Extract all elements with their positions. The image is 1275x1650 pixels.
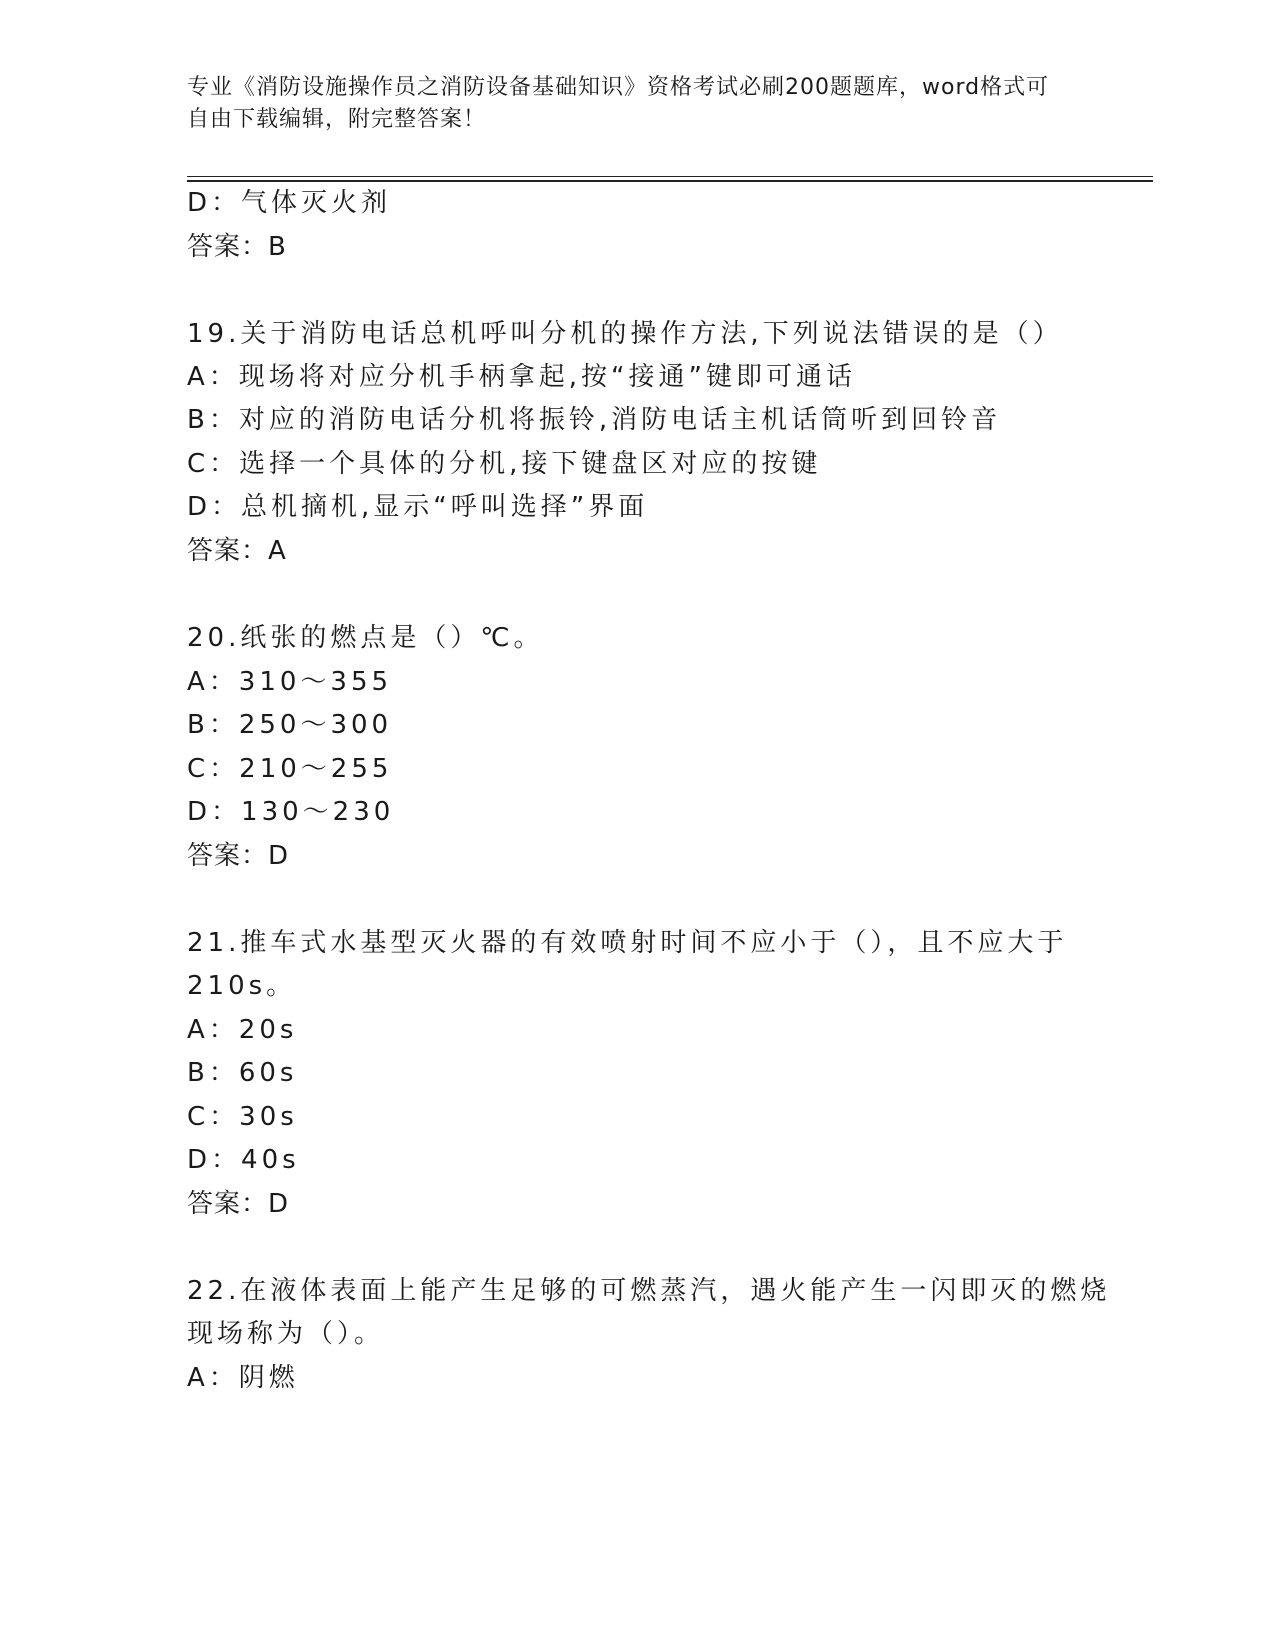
option-c-q20: C：210～255 (187, 754, 393, 784)
answer-q20: 答案：D (187, 841, 290, 871)
question-22-line-1: 22.在液体表面上能产生足够的可燃蒸汽，遇火能产生一闪即灭的燃烧 (187, 1276, 1111, 1306)
question-21-line-1: 21.推车式水基型灭火器的有效喷射时间不应小于（），且不应大于 (187, 928, 1068, 958)
answer-q21: 答案：D (187, 1189, 290, 1219)
option-a-q21: A：20s (187, 1015, 298, 1045)
option-a-q20: A：310～355 (187, 667, 393, 697)
option-b-q19: B：对应的消防电话分机将振铃,消防电话主机话筒听到回铃音 (187, 405, 1002, 435)
option-b-q21: B：60s (187, 1058, 298, 1088)
option-a-q22: A：阴燃 (187, 1363, 299, 1393)
option-c-q21: C：30s (187, 1102, 298, 1132)
option-d-q20: D：130～230 (187, 797, 395, 827)
question-22-line-2: 现场称为（）。 (187, 1319, 385, 1349)
question-20: 20.纸张的燃点是（）℃。 (187, 623, 544, 653)
option-a-q19: A：现场将对应分机手柄拿起,按“接通”键即可通话 (187, 362, 856, 392)
option-d-q18: D：气体灭火剂 (187, 188, 392, 218)
document-header: 专业《消防设施操作员之消防设备基础知识》资格考试必刷200题题库，word格式可自由下载编辑，附完整答案！ (187, 75, 1050, 132)
option-d-q19: D：总机摘机,显示“呼叫选择”界面 (187, 492, 649, 522)
option-c-q19: C：选择一个具体的分机,接下键盘区对应的按键 (187, 449, 822, 479)
question-21-line-2: 210s。 (187, 971, 297, 1001)
option-d-q21: D：40s (187, 1145, 300, 1175)
answer-q19: 答案：A (187, 536, 287, 566)
option-b-q20: B：250～300 (187, 710, 393, 740)
question-19: 19.关于消防电话总机呼叫分机的操作方法,下列说法错误的是（） (187, 319, 1063, 349)
header-divider-thin (187, 176, 1153, 177)
header-divider-thick (187, 180, 1153, 182)
answer-q18: 答案：B (187, 232, 287, 262)
